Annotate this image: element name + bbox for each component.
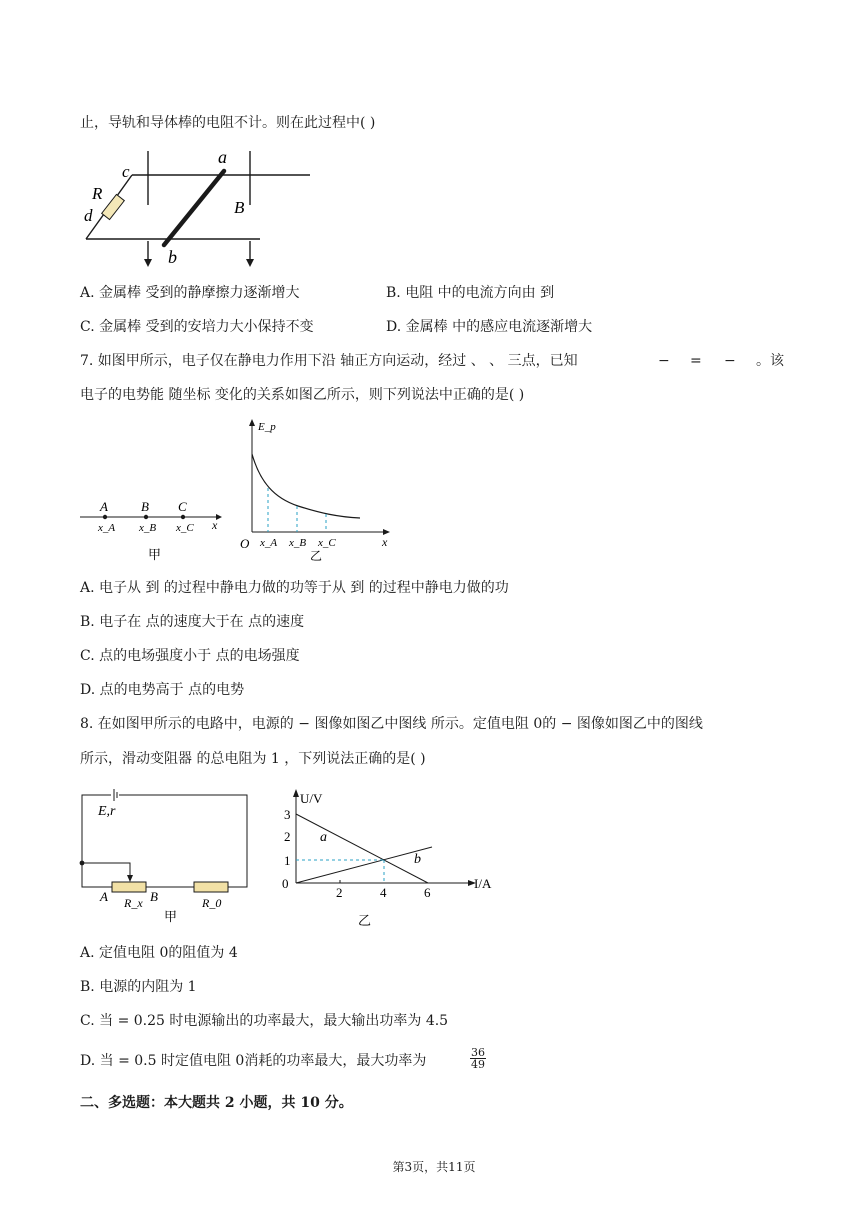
graph-xtick-6: 6 — [424, 885, 431, 900]
q7-stem-minus1: − — [658, 353, 670, 369]
section-heading-multiple-choice: 二、多选题：本大题共 2 小题，共 10 分。 — [80, 1095, 353, 1111]
circuit-Er: E,r — [98, 804, 116, 819]
yi-label-xB: x_B — [289, 537, 307, 549]
q8-stem-line2: 所示，滑动变阻器 的总电阻为 1 ，下列说法正确的是( ) — [80, 751, 426, 767]
circuit-B: B — [150, 889, 158, 904]
q7-figure-jia — [80, 495, 230, 565]
graph-line-a-label: a — [320, 830, 327, 845]
q7-option-a[interactable]: A. 电子从 到 的过程中静电力做的功等于从 到 的过程中静电力做的功 — [80, 580, 509, 596]
q7-option-b[interactable]: B. 电子在 点的速度大于在 点的速度 — [80, 614, 305, 630]
jia-label-xC: x_C — [176, 522, 194, 534]
yi-label-xC: x_C — [318, 537, 336, 549]
jia-label-xA: x_A — [98, 522, 116, 534]
jia-caption: 甲 — [148, 547, 162, 562]
yi-origin: O — [240, 536, 250, 551]
q6-option-a[interactable]: A. 金属棒 受到的静摩擦力逐渐增大 — [80, 285, 300, 301]
q7-option-d[interactable]: D. 点的电势高于 点的电势 — [80, 682, 245, 698]
q8-option-a[interactable]: A. 定值电阻 0的阻值为 4 — [80, 945, 238, 961]
circuit-A: A — [100, 889, 108, 904]
jia-label-xB: x_B — [139, 522, 157, 534]
q6-stem-tail: 止，导轨和导体棒的电阻不计。则在此过程中( ) — [80, 115, 376, 131]
q6-option-d[interactable]: D. 金属棒 中的感应电流逐渐增大 — [386, 319, 593, 335]
q6-rail-figure — [78, 145, 318, 265]
q7-stem-minus2: − — [724, 353, 736, 369]
graph-xlabel: I/A — [474, 876, 492, 891]
q8-option-d[interactable]: D. 当 = 0.5 时定值电阻 0消耗的功率最大，最大功率为 — [80, 1053, 427, 1069]
circuit-R0: R_0 — [202, 896, 222, 910]
q6-label-c: c — [122, 162, 130, 181]
jia-label-x: x — [212, 518, 218, 532]
q8-option-c[interactable]: C. 当 = 0.25 时电源输出的功率最大，最大输出功率为 4.5 — [80, 1013, 449, 1029]
page-footer: 第3页，共11页 — [392, 1160, 476, 1174]
q7-stem-line2: 电子的电势能 随坐标 变化的关系如图乙所示，则下列说法中正确的是( ) — [80, 387, 525, 403]
q6-label-a: a — [218, 147, 227, 167]
jia-label-B: B — [141, 499, 149, 514]
q8-circuit-diagram — [78, 785, 253, 925]
graph-ylabel: U/V — [300, 791, 323, 806]
q7-stem-equals: = — [690, 353, 702, 369]
q6-label-B: B — [234, 198, 245, 217]
q8-option-b[interactable]: B. 电源的内阻为 1 — [80, 979, 197, 995]
jia-label-A: A — [100, 499, 108, 514]
circuit-caption: 甲 — [164, 909, 178, 924]
graph-ytick-2: 2 — [284, 829, 291, 844]
jia-label-C: C — [178, 499, 187, 514]
q7-stem-end: 。该 — [756, 353, 784, 369]
yi-caption: 乙 — [310, 549, 323, 563]
graph-xtick-2: 2 — [336, 885, 343, 900]
q6-label-R: R — [92, 184, 103, 203]
graph-caption: 乙 — [358, 913, 372, 928]
graph-xtick-4: 4 — [380, 885, 387, 900]
graph-ytick-1: 1 — [284, 853, 291, 868]
q6-label-d: d — [84, 206, 93, 225]
yi-label-x: x — [382, 535, 388, 549]
fraction-numerator: 36 — [471, 1046, 485, 1059]
graph-ytick-0: 0 — [282, 876, 289, 891]
yi-label-xA: x_A — [260, 537, 278, 549]
yi-ylabel: E_p — [258, 421, 276, 433]
circuit-Rx: R_x — [124, 896, 143, 910]
q6-option-b[interactable]: B. 电阻 中的电流方向由 到 — [386, 285, 555, 301]
q7-figure-yi — [238, 418, 398, 568]
q6-label-b: b — [168, 247, 177, 267]
q8-stem-line1: 8. 在如图甲所示的电路中，电源的 − 图像如图乙中图线 所示。定值电阻 0的 − 图像如图乙中的图线 — [80, 716, 703, 732]
graph-ytick-3: 3 — [284, 807, 291, 822]
q6-option-c[interactable]: C. 金属棒 受到的安培力大小保持不变 — [80, 319, 314, 335]
q7-stem-line1: 7. 如图甲所示，电子仅在静电力作用下沿 轴正方向运动，经过 、 、 三点，已知 — [80, 353, 578, 369]
q7-option-c[interactable]: C. 点的电场强度小于 点的电场强度 — [80, 648, 300, 664]
q8-ui-graph — [280, 785, 500, 935]
q8-option-d-fraction — [470, 1047, 486, 1070]
fraction-denominator: 49 — [471, 1058, 485, 1071]
graph-line-b-label: b — [414, 852, 421, 867]
